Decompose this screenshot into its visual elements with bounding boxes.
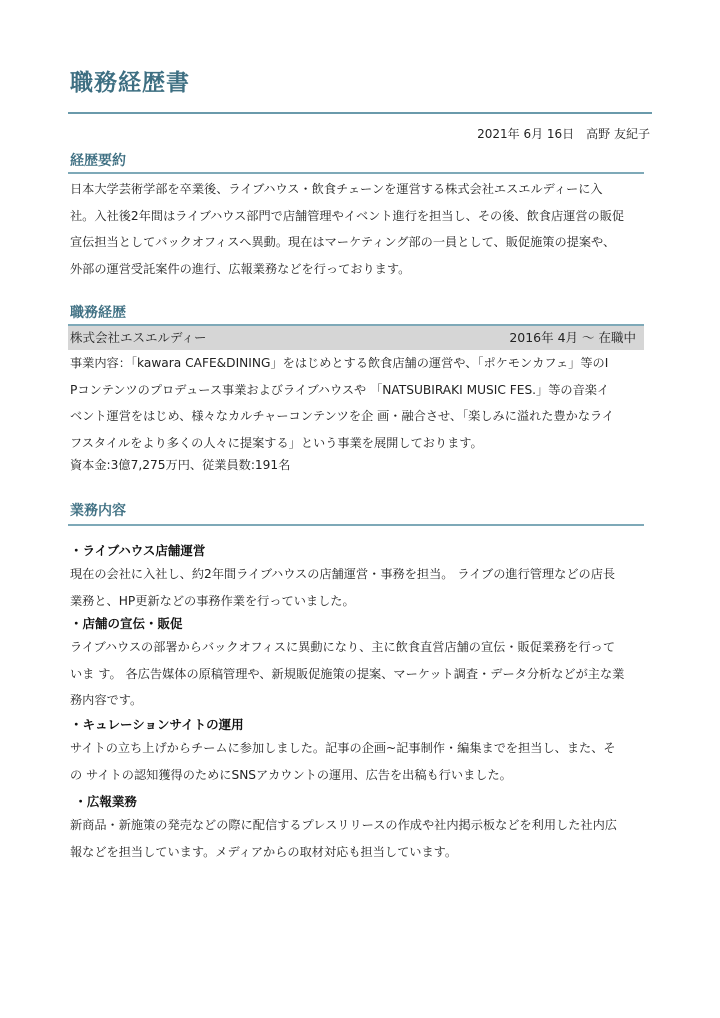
document-date: 2021年 6月 16日 [477, 127, 575, 141]
business-description: 事業内容：「kawara CAFE&DINING」をはじめとする飲食店舗の運営や、「ポケモンカフェ」等のI Pコンテンツのプロデュース事業およびライブハウスや 「NATSUBIRAKI MUSIC FES.」等の音楽イ ベント運営をはじめ、様々なカルチャーコンテンツを企 画・融合させ、「楽しみに溢れた豊かなライ フスタイルをより多くの人々に提案する」という事業を展開しております。 [70, 356, 615, 450]
duty-title-curation: ・キュレーションサイトの運用 [70, 717, 244, 732]
document-title: 職務経歴書 [70, 70, 190, 96]
duty-title-promotion: ・店舗の宣伝・販促 [70, 616, 183, 631]
summary-heading: 経歴要約 [70, 153, 126, 169]
duty-text-promotion: ライブハウスの部署からバックオフィスに異動になり、主に飲食直営店舗の宣伝・販促業務を行って いま す。 各広告媒体の原稿管理や、新規販促施策の提案、マーケット調査・データ分析などが主な業 務内容です。 [70, 640, 625, 707]
duty-title-pr: ・広報業務 [70, 794, 137, 809]
duty-text-curation: サイトの立ち上げからチームに参加しました。記事の企画~記事制作・編集までを担当し、また、そ の サイトの認知獲得のためにSNSアカウントの運用、広告を出稿も行いました。 [70, 741, 616, 782]
duty-text-pr: 新商品・新施策の発売などの際に配信するプレスリリースの作成や社内掲示板などを利用した社内広 報などを担当しています。メディアからの取材対応も担当しています。 [70, 818, 617, 859]
employment-period: 2016年 4月 〜 在職中 [509, 330, 636, 345]
date-line [477, 125, 650, 142]
duties-divider [68, 524, 644, 526]
duty-text-livehouse: 現在の会社に入社し、約2年間ライブハウスの店舗運営・事務を担当。 ライブの進行管理などの店長 業務と、HP更新などの事務作業を行っていました。 [70, 567, 616, 608]
company-capital: 資本金:3億7,275万円、従業員数:191名 [70, 458, 291, 472]
author-name: 高野 友紀子 [586, 127, 650, 141]
summary-text: 日本大学芸術学部を卒業後、ライブハウス・飲食チェーンを運営する株式会社エスエルディーに入 社。入社後2年間はライブハウス部門で店舗管理やイベント進行を担当し、その後、飲食店運営の販促 宣伝担当としてバックオフィスへ異動。現在はマーケティング部の一員として、販促施策の提案や、 外部の運営受託案件の進行、広報業務などを行っております。 [70, 182, 625, 276]
duty-title-livehouse: ・ライブハウス店舗運営 [70, 543, 206, 558]
career-heading: 職務経歴 [70, 305, 126, 321]
summary-divider [68, 172, 644, 174]
company-name: 株式会社エスエルディー [70, 330, 207, 345]
title-divider [68, 112, 652, 114]
company-row [68, 326, 644, 350]
duties-heading: 業務内容 [70, 503, 126, 519]
